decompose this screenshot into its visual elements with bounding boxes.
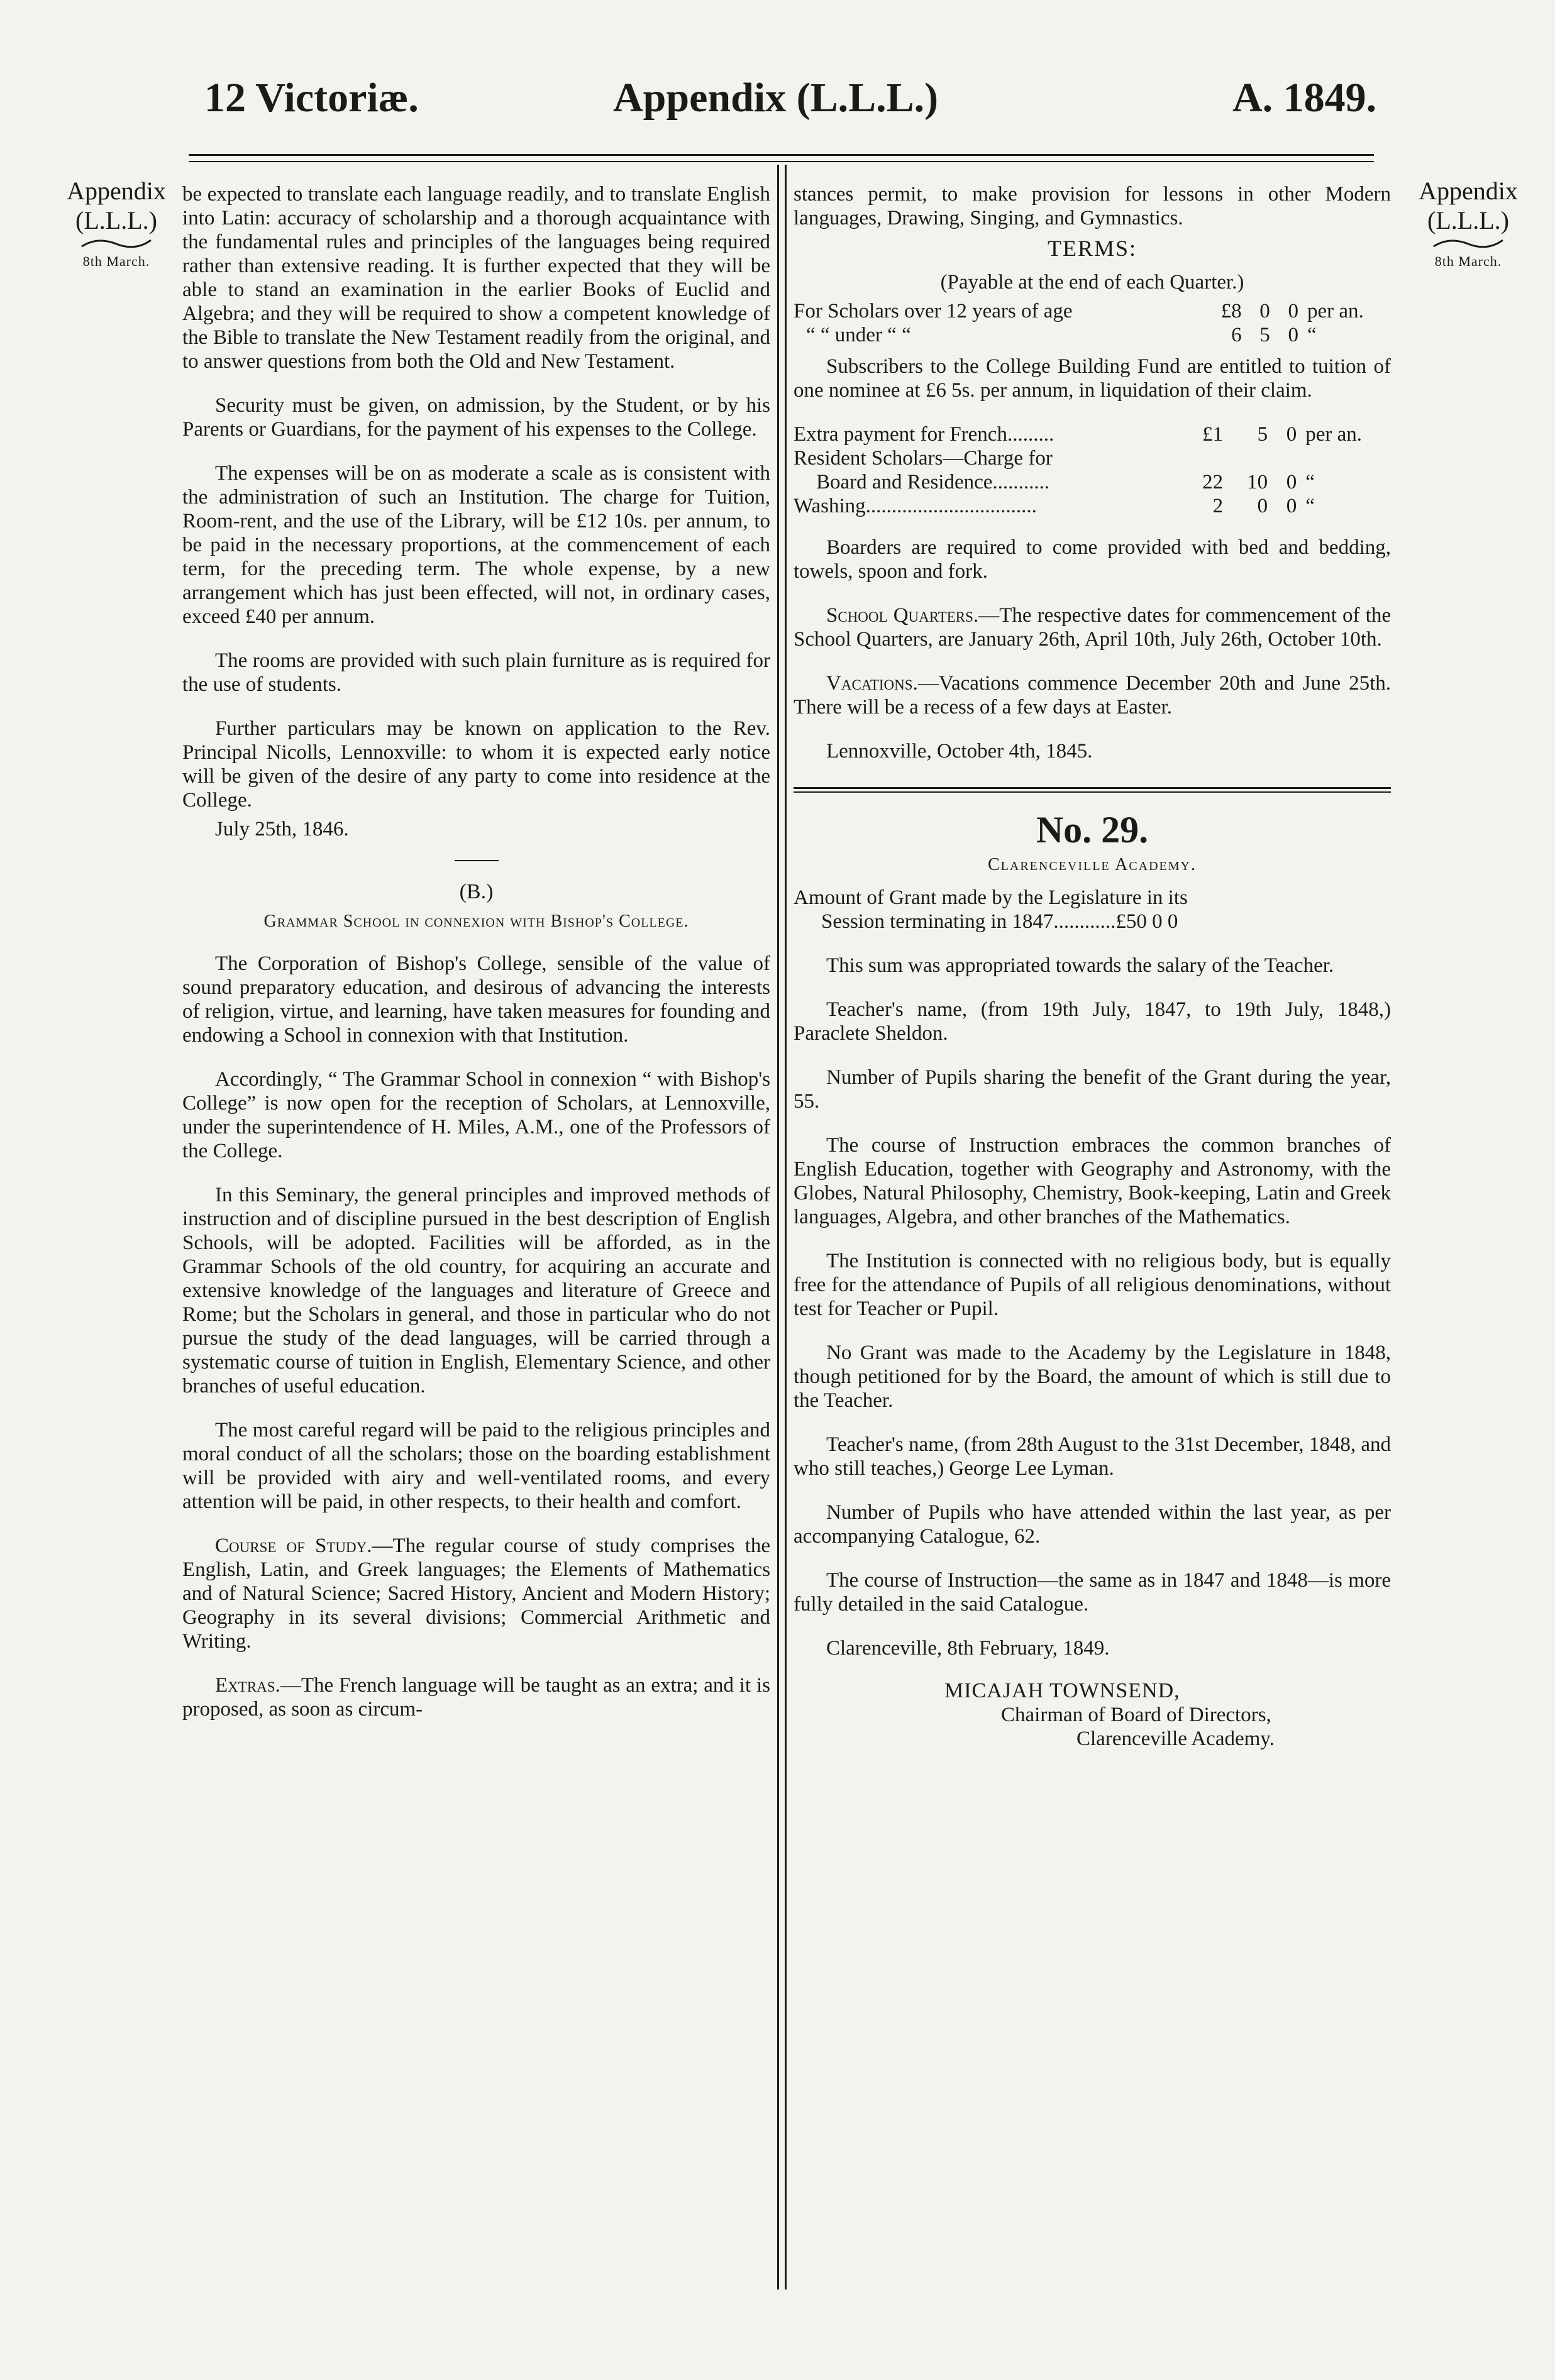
date-july-1846: July 25th, 1846. bbox=[215, 818, 349, 840]
signatory-name: MICAJAH TOWNSEND, bbox=[944, 1679, 1180, 1702]
margin-left-line1: Appendix bbox=[67, 177, 166, 205]
section-rule-bottom bbox=[794, 791, 1391, 793]
course-of-study-label: Course of Study. bbox=[215, 1534, 372, 1557]
left-paragraph-7: Accordingly, “ The Grammar School in connexion “ with Bishop's College” is now open for the reception of Scholars, at Lennoxville, under the superintendence of H. Miles, A.M., one of the Professors of the College. bbox=[182, 1068, 770, 1162]
fee-shillings: 5 bbox=[1257, 423, 1268, 446]
left-paragraph-8: In this Seminary, the general principles and improved methods of instruction and of discipline pursued in the best description of English Schools, will be adopted. Facilities will be afforded, as in the Grammar Schools of the old country, for acquiring an accurate and extensive knowledge of the languages and literature of Greece and Rome; but the Scholars in general, and those in particular who do not pursue the study of the dead languages, will be carried through a systematic course of tuition in English, Elementary Science, and other branches of useful education. bbox=[182, 1184, 770, 1397]
date-october-1845: Lennoxville, October 4th, 1845. bbox=[826, 740, 1093, 763]
document-number: No. 29. bbox=[1036, 809, 1149, 851]
fee-pence: 0 bbox=[1286, 495, 1297, 517]
table-row bbox=[794, 323, 1391, 347]
margin-right-line3: 8th March. bbox=[1434, 253, 1502, 269]
page-header bbox=[0, 74, 1555, 137]
vacations-label: Vacations. bbox=[826, 672, 918, 695]
fee-per: “ bbox=[1305, 495, 1315, 517]
academy-title: Clarenceville Academy. bbox=[988, 855, 1197, 874]
fee-per: “ bbox=[1305, 471, 1315, 493]
fee-shillings: 0 bbox=[1257, 495, 1268, 517]
header-right: A. 1849. bbox=[1232, 75, 1377, 121]
margin-note-left bbox=[47, 176, 185, 270]
extras-text: —The French language will be taught as an extra; and it is proposed, as soon as circum- bbox=[182, 1674, 770, 1721]
right-paragraph-14: The course of Instruction—the same as in 1847 and 1848—is more fully detailed in the said Catalogue. bbox=[794, 1569, 1391, 1616]
left-paragraph-5: Further particulars may be known on application to the Rev. Principal Nicolls, Lennoxville: to whom it is expected early notice will be given of the desire of any party to come into residence at the College. bbox=[182, 717, 770, 812]
column-divider-left bbox=[777, 165, 779, 2289]
right-paragraph-1: stances permit, to make provision for lessons in other Modern languages, Drawing, Singing, and Gymnastics. bbox=[794, 183, 1391, 229]
right-paragraph-13: Number of Pupils who have attended within the last year, as per accompanying Catalogue, 62. bbox=[794, 1501, 1391, 1548]
fee-pounds: 6 bbox=[1231, 324, 1242, 346]
fee-pence: 0 bbox=[1286, 471, 1297, 493]
section-b-heading: (B.) bbox=[459, 880, 494, 903]
fee-label: Resident Scholars—Charge for bbox=[794, 447, 1053, 470]
section-b-title: Grammar School in connexion with Bishop's College. bbox=[263, 912, 689, 931]
right-paragraph-2: Subscribers to the College Building Fund are entitled to tuition of one nominee at £6 5s. per annum, in liquidation of their claim. bbox=[794, 355, 1391, 402]
right-paragraph-10: The Institution is connected with no religious body, but is equally free for the attendance of Pupils of all religious denominations, without test for Teacher or Pupil. bbox=[794, 1250, 1391, 1320]
fee-label: Washing................................. bbox=[794, 495, 1037, 517]
right-paragraph-6: This sum was appropriated towards the salary of the Teacher. bbox=[826, 954, 1334, 977]
right-paragraph-8: Number of Pupils sharing the benefit of the Grant during the year, 55. bbox=[794, 1066, 1391, 1113]
header-left: 12 Victoriæ. bbox=[204, 75, 419, 121]
margin-left-line3: 8th March. bbox=[82, 253, 150, 269]
margin-right-line1: Appendix bbox=[1419, 177, 1518, 205]
fee-pence: 0 bbox=[1286, 423, 1297, 446]
left-paragraph-1: be expected to translate each language readily, and to translate English into Latin: accuracy of scholarship and a thorough acquaintance with the fundamental rules and principles of the languages being required rather than extensive reading. It is further expected that they will be able to stand an examination in the earlier Books of Euclid and Algebra; and they will be required to show a competent knowledge of the Bible to translate the New Testament readily from the original, and to answer questions from both the Old and New Testament. bbox=[182, 183, 770, 373]
signatory-title-2: Clarenceville Academy. bbox=[1076, 1727, 1275, 1750]
school-quarters-text: —The respective dates for commencement of the School Quarters, are January 26th, April 10th, July 26th, October 10th. bbox=[794, 604, 1391, 651]
section-separator bbox=[455, 860, 499, 861]
margin-left-line2: (L.L.L.) bbox=[75, 206, 157, 234]
swash-ornament-icon bbox=[79, 235, 154, 250]
fee-pence bbox=[1276, 446, 1305, 470]
left-paragraph-9: The most careful regard will be paid to the religious principles and moral conduct of all the scholars; those on the boarding establishment will be provided with airy and well-ventilated rooms, and every attention will be paid, in other respects, to their health and comfort. bbox=[182, 1419, 770, 1513]
extras-label: Extras. bbox=[215, 1674, 280, 1697]
table-row bbox=[794, 446, 1391, 470]
terms-title: TERMS: bbox=[1047, 236, 1137, 261]
fee-per: “ bbox=[1307, 324, 1317, 346]
fee-shillings: 10 bbox=[1247, 471, 1268, 493]
fee-pence: 0 bbox=[1288, 324, 1298, 346]
left-paragraph-11 bbox=[182, 1673, 770, 1721]
fee-table bbox=[794, 299, 1391, 347]
fee-pounds: £8 bbox=[1220, 300, 1242, 322]
fee-pounds bbox=[1187, 446, 1232, 470]
table-row bbox=[794, 299, 1391, 323]
fee-label: Extra payment for French......... bbox=[794, 423, 1054, 446]
fee-pounds: £1 bbox=[1202, 423, 1224, 446]
vacations-text: —Vacations commence December 20th and June 25th. There will be a recess of a few days at Easter. bbox=[794, 672, 1391, 719]
table-row bbox=[794, 422, 1391, 446]
margin-note-right bbox=[1399, 176, 1537, 270]
table-row bbox=[794, 494, 1391, 518]
left-paragraph-6: The Corporation of Bishop's College, sensible of the value of sound preparatory education, and desirous of advancing the interests of religion, virtue, and learning, have taken measures for founding and endowing a School in connexion with that Institution. bbox=[182, 952, 770, 1047]
header-center: Appendix (L.L.L.) bbox=[613, 75, 939, 121]
right-paragraph-11: No Grant was made to the Academy by the Legislature in 1848, though petitioned for by the Board, the amount of which is still due to the Teacher. bbox=[794, 1342, 1391, 1412]
fee-per: per an. bbox=[1307, 300, 1364, 322]
fee-shillings bbox=[1232, 446, 1276, 470]
left-paragraph-10 bbox=[182, 1534, 770, 1653]
fee-label: For Scholars over 12 years of age bbox=[794, 300, 1073, 322]
table-row bbox=[794, 470, 1391, 494]
right-paragraph-7: Teacher's name, (from 19th July, 1847, to 19th July, 1848,) Paraclete Sheldon. bbox=[794, 998, 1391, 1045]
signatory-title-1: Chairman of Board of Directors, bbox=[1001, 1704, 1271, 1726]
right-paragraph-4 bbox=[794, 603, 1391, 651]
course-of-study-text: —The regular course of study comprises the English, Latin, and Greek languages; the Elements of Mathematics and of Natural Science; Sacred History, Ancient and Modern History; Geography in its several divisions; Commercial Arithmetic and Writing. bbox=[182, 1534, 771, 1653]
grant-line-1: Amount of Grant made by the Legislature in its bbox=[794, 886, 1188, 909]
extra-fee-table bbox=[794, 422, 1391, 518]
column-divider-right bbox=[785, 165, 787, 2289]
header-rule-bottom bbox=[189, 161, 1374, 162]
left-paragraph-2: Security must be given, on admission, by the Student, or by his Parents or Guardians, for the payment of his expenses to the College. bbox=[182, 394, 770, 441]
header-rule-top bbox=[189, 154, 1374, 156]
fee-per bbox=[1305, 446, 1391, 470]
right-paragraph-9: The course of Instruction embraces the common branches of English Education, together with Geography and Astronomy, with the Globes, Natural Philosophy, Chemistry, Book-keeping, Latin and Greek languages, Algebra, and other branches of the Mathematics. bbox=[794, 1134, 1391, 1228]
signature-block bbox=[794, 1679, 1391, 1751]
right-paragraph-3: Boarders are required to come provided with bed and bedding, towels, spoon and fork. bbox=[794, 536, 1391, 583]
terms-subtitle: (Payable at the end of each Quarter.) bbox=[940, 271, 1244, 294]
right-column bbox=[794, 182, 1391, 1751]
left-column bbox=[182, 182, 770, 1741]
fee-pounds: 2 bbox=[1212, 495, 1224, 517]
fee-shillings: 5 bbox=[1259, 324, 1270, 346]
fee-pounds: 22 bbox=[1202, 471, 1224, 493]
grant-line-2: Session terminating in 1847............£50 0 0 bbox=[821, 910, 1178, 933]
date-february-1849: Clarenceville, 8th February, 1849. bbox=[826, 1637, 1110, 1660]
school-quarters-label: School Quarters. bbox=[826, 604, 979, 627]
left-paragraph-3: The expenses will be on as moderate a scale as is consistent with the administration of such an Institution. The charge for Tuition, Room-rent, and the use of the Library, will be £12 10s. per annum, to be paid in the necessary proportions, at the commencement of each term, for the preceding term. The whole expense, by a new arrangement which has just been effected, will not, in ordinary cases, exceed £40 per annum. bbox=[182, 462, 770, 628]
margin-right-line2: (L.L.L.) bbox=[1427, 206, 1509, 234]
fee-shillings: 0 bbox=[1259, 300, 1270, 322]
left-paragraph-4: The rooms are provided with such plain furniture as is required for the use of students. bbox=[182, 649, 770, 696]
right-paragraph-5 bbox=[794, 671, 1391, 719]
fee-label: “ “ under “ “ bbox=[806, 324, 911, 346]
fee-pence: 0 bbox=[1288, 300, 1298, 322]
right-paragraph-12: Teacher's name, (from 28th August to the 31st December, 1848, and who still teaches,) George Lee Lyman. bbox=[794, 1433, 1391, 1480]
section-rule-top bbox=[794, 787, 1391, 789]
fee-label: Board and Residence........... bbox=[816, 471, 1050, 493]
fee-per: per an. bbox=[1305, 423, 1363, 446]
swash-ornament-icon bbox=[1430, 235, 1506, 250]
